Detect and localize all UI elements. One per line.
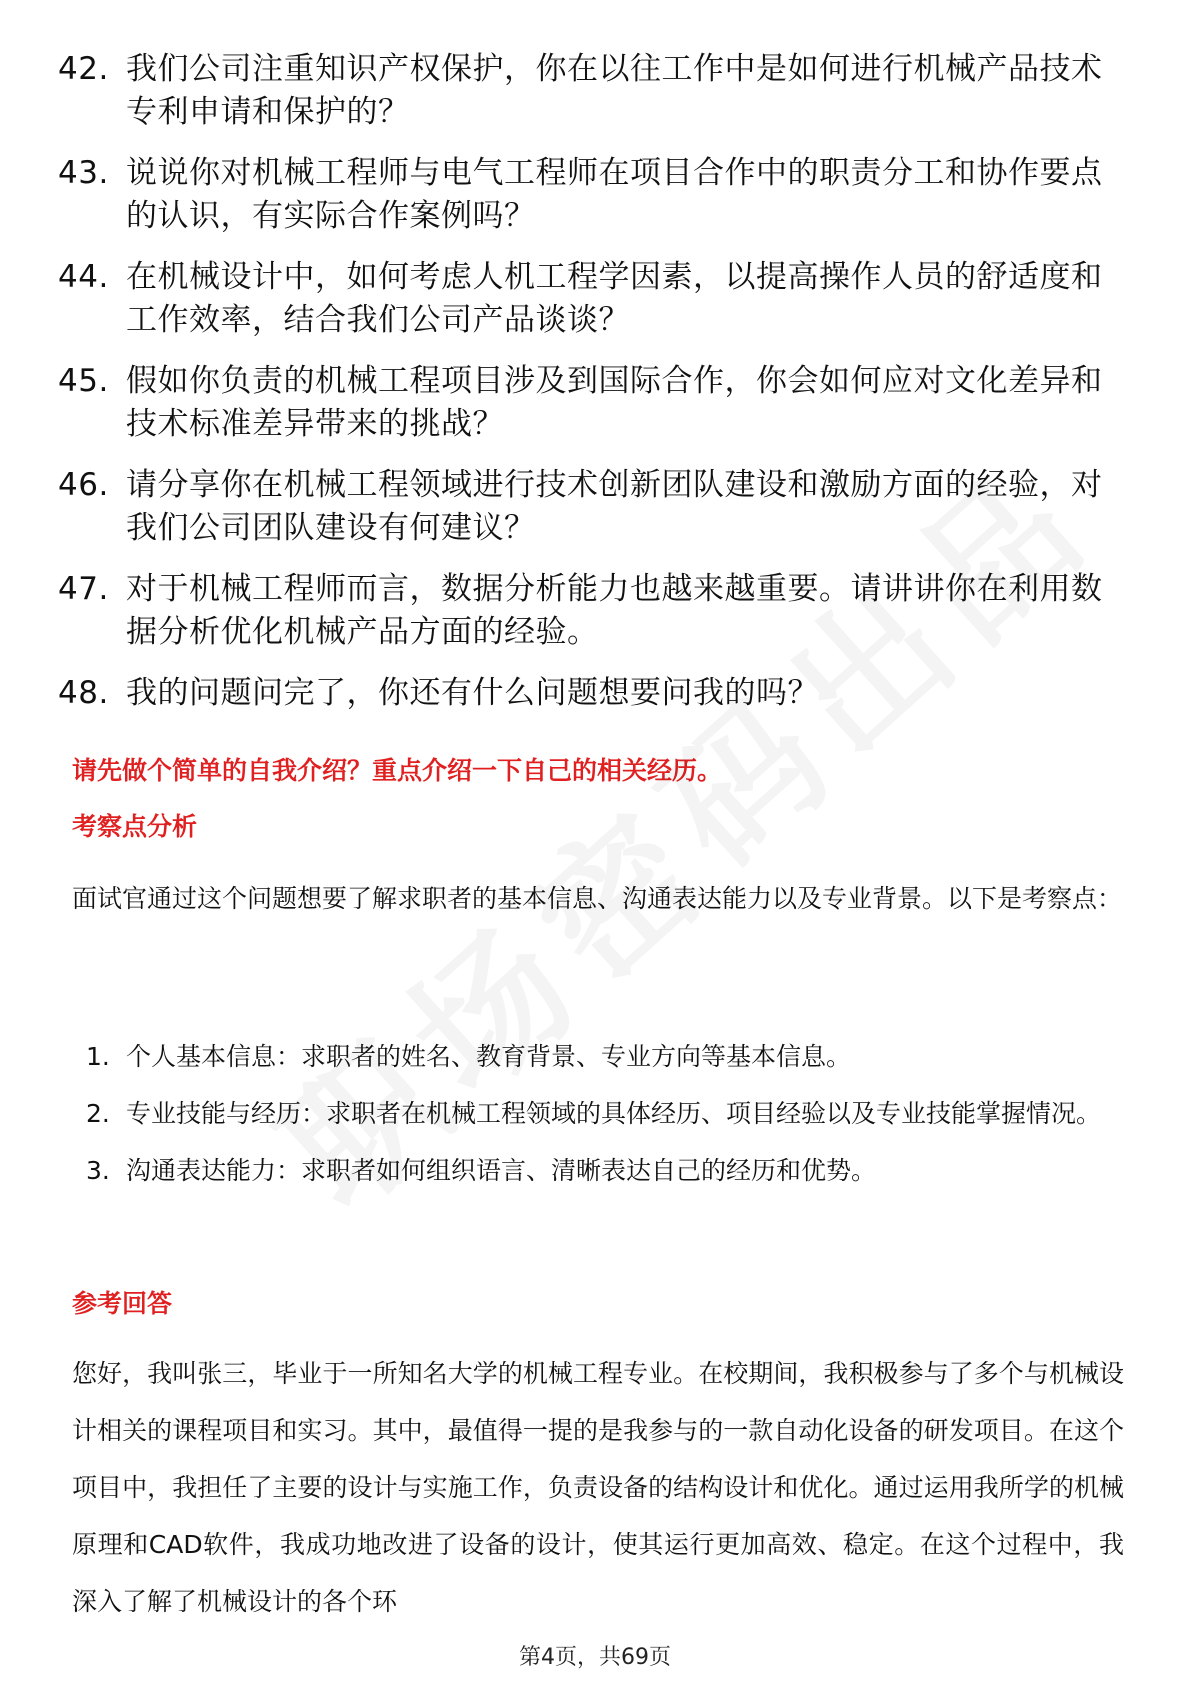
evaluation-points-list <box>86 1028 1126 1199</box>
question-number: 42. <box>58 51 109 87</box>
question-text: 假如你负责的机械工程项目涉及到国际合作，你会如何应对文化差异和技术标准差异带来的挑战？ <box>126 363 1103 442</box>
question-item <box>58 568 1118 654</box>
question-text: 我们公司注重知识产权保护，你在以往工作中是如何进行机械产品技术专利申请和保护的？ <box>126 51 1103 130</box>
evaluation-point <box>86 1142 1126 1199</box>
point-number: 3. <box>86 1156 110 1185</box>
question-number: 45. <box>58 363 109 399</box>
point-text: 专业技能与经历：求职者在机械工程领域的具体经历、项目经验以及专业技能掌握情况。 <box>126 1099 1102 1128</box>
answer-heading: 参考回答 <box>72 1289 173 1318</box>
evaluation-point <box>86 1028 1126 1085</box>
question-text: 在机械设计中，如何考虑人机工程学因素，以提高操作人员的舒适度和工作效率，结合我们公司产品谈谈？ <box>126 259 1103 338</box>
question-text: 我的问题问完了，你还有什么问题想要问我的吗？ <box>126 675 819 711</box>
page-number-footer: 第4页，共69页 <box>519 1645 671 1670</box>
point-number: 1. <box>86 1042 110 1071</box>
question-text: 请分享你在机械工程领域进行技术创新团队建设和激励方面的经验，对我们公司团队建设有何建议？ <box>126 467 1103 546</box>
question-list <box>58 48 1118 733</box>
question-number: 44. <box>58 259 109 295</box>
question-item <box>58 48 1118 134</box>
question-number: 47. <box>58 571 109 607</box>
point-text: 沟通表达能力：求职者如何组织语言、清晰表达自己的经历和优势。 <box>126 1156 877 1185</box>
question-item <box>58 672 1118 715</box>
question-text: 对于机械工程师而言，数据分析能力也越来越重要。请讲讲你在利用数据分析优化机械产品方面的经验。 <box>126 571 1103 650</box>
question-number: 46. <box>58 467 109 503</box>
question-heading: 请先做个简单的自我介绍？重点介绍一下自己的相关经历。 <box>72 756 723 785</box>
question-number: 48. <box>58 675 109 711</box>
point-number: 2. <box>86 1099 110 1128</box>
question-item <box>58 464 1118 550</box>
question-item <box>58 152 1118 238</box>
question-number: 43. <box>58 155 109 191</box>
question-item <box>58 360 1118 446</box>
answer-text: 您好，我叫张三，毕业于一所知名大学的机械工程专业。在校期间，我积极参与了多个与机械设计相关的课程项目和实习。其中，最值得一提的是我参与的一款自动化设备的研发项目。在这个项目中，我担任了主要的设计与实施工作，负责设备的结构设计和优化。通过运用我所学的机械原理和CAD软件，我成功地改进了设备的设计，使其运行更加高效、稳定。在这个过程中，我深入了解了机械设计的各个环 <box>72 1359 1124 1616</box>
point-text: 个人基本信息：求职者的姓名、教育背景、专业方向等基本信息。 <box>126 1042 852 1071</box>
question-item <box>58 256 1118 342</box>
evaluation-point <box>86 1085 1126 1142</box>
analysis-heading: 考察点分析 <box>72 812 198 841</box>
analysis-intro: 面试官通过这个问题想要了解求职者的基本信息、沟通表达能力以及专业背景。以下是考察点： <box>72 884 1123 913</box>
question-text: 说说你对机械工程师与电气工程师在项目合作中的职责分工和协作要点的认识，有实际合作案例吗？ <box>126 155 1103 234</box>
